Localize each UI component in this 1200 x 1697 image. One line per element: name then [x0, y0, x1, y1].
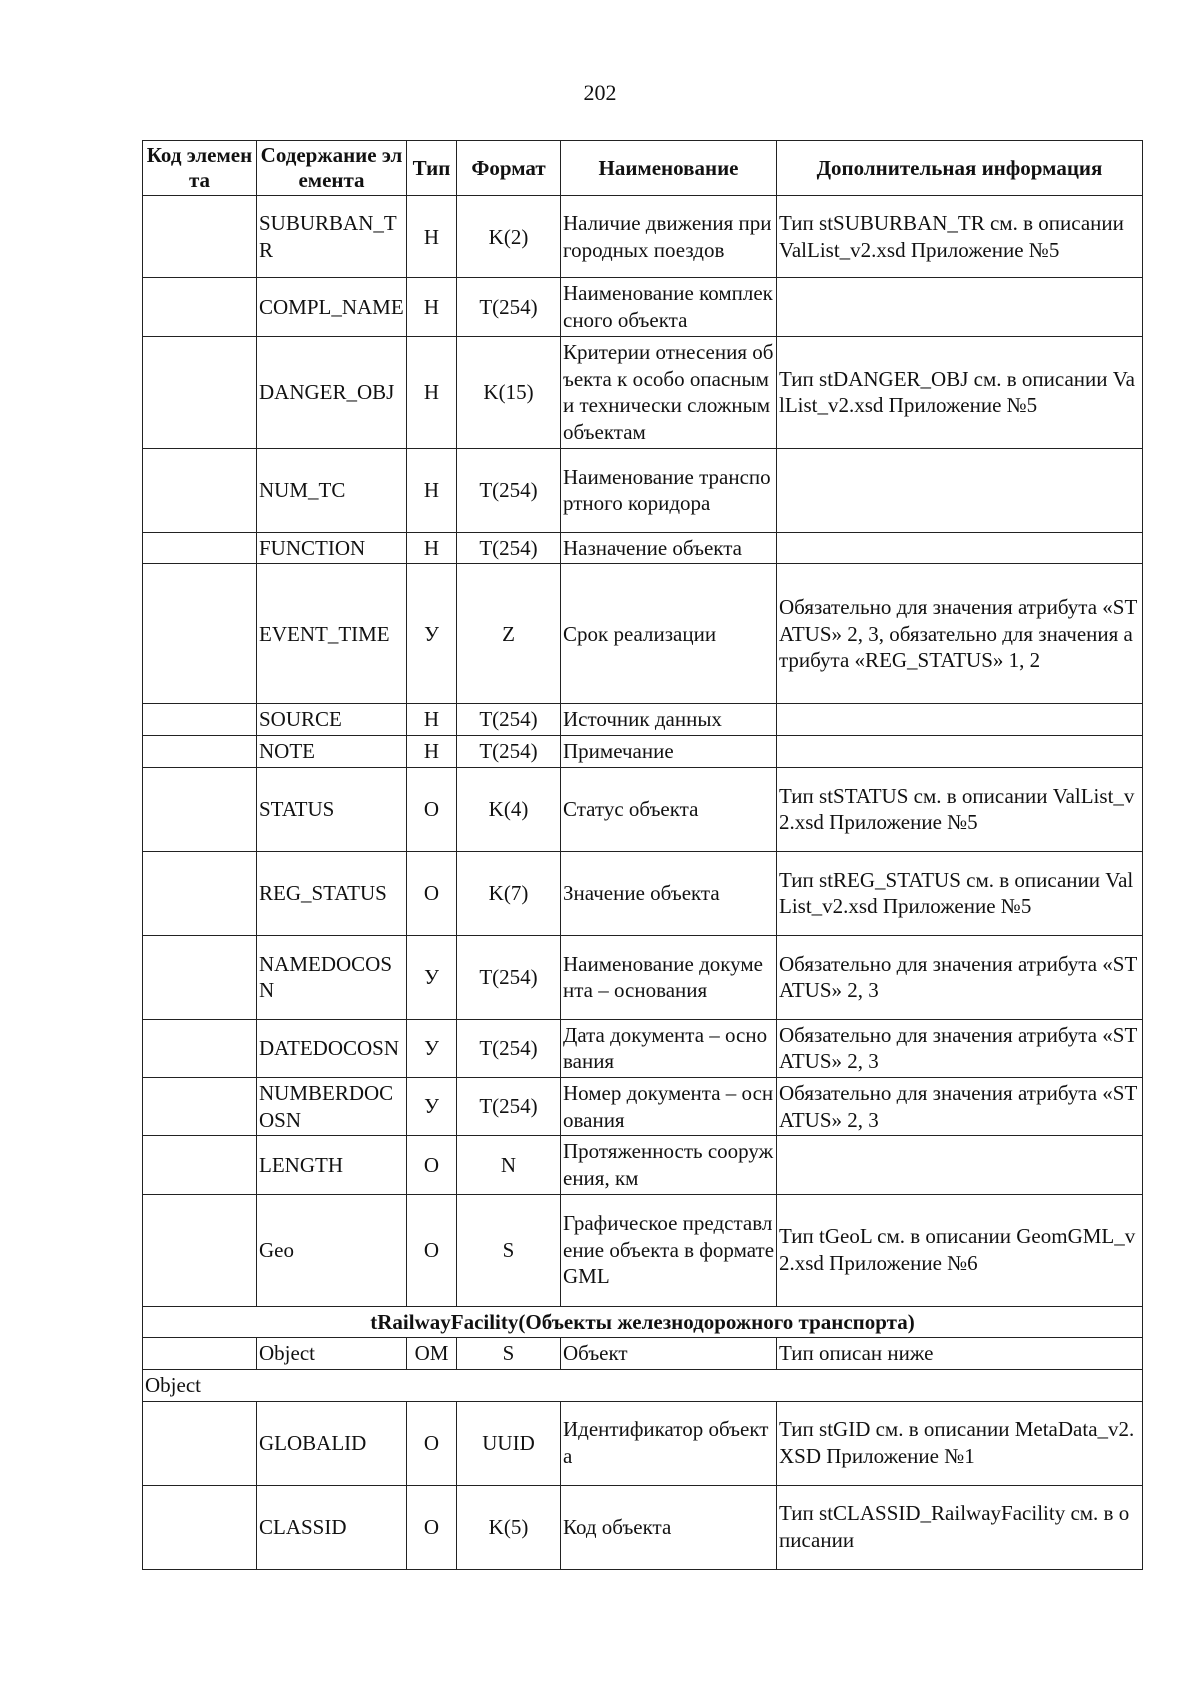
- cell-format: Z: [457, 564, 561, 704]
- table-row: [143, 196, 1143, 278]
- cell-code: [143, 1338, 257, 1370]
- cell-type: У: [407, 1077, 457, 1135]
- cell-type: О: [407, 1401, 457, 1485]
- element-spec-table: [142, 140, 1143, 1570]
- cell-element: EVENT_TIME: [257, 564, 407, 704]
- cell-name: Графическое представление объекта в формате GML: [561, 1194, 777, 1306]
- cell-format: S: [457, 1194, 561, 1306]
- table-header-row: [143, 141, 1143, 196]
- cell-type: О: [407, 1136, 457, 1194]
- cell-element: DATEDOCOSN: [257, 1019, 407, 1077]
- table-row: [143, 736, 1143, 768]
- cell-type: Н: [407, 278, 457, 336]
- cell-format: UUID: [457, 1401, 561, 1485]
- cell-element: SOURCE: [257, 704, 407, 736]
- cell-info: Тип tGeoL см. в описании GeomGML_v2.xsd Приложение №6: [777, 1194, 1143, 1306]
- cell-code: [143, 1194, 257, 1306]
- cell-name: Значение объекта: [561, 851, 777, 935]
- table-row: [143, 532, 1143, 564]
- cell-info: Тип описан ниже: [777, 1338, 1143, 1370]
- cell-name: Протяженность сооружения, км: [561, 1136, 777, 1194]
- cell-info: Тип stGID см. в описании MetaData_v2.XSD Приложение №1: [777, 1401, 1143, 1485]
- header-format: Формат: [457, 141, 561, 196]
- cell-info: Тип stSTATUS см. в описании ValList_v2.xsd Приложение №5: [777, 767, 1143, 851]
- cell-code: [143, 767, 257, 851]
- cell-code: [143, 1077, 257, 1135]
- cell-info: [777, 532, 1143, 564]
- cell-info: [777, 448, 1143, 532]
- cell-element: NUMBERDOCOSN: [257, 1077, 407, 1135]
- cell-code: [143, 196, 257, 278]
- cell-info: Тип stCLASSID_RailwayFacility см. в описании: [777, 1485, 1143, 1569]
- table-row: [143, 935, 1143, 1019]
- cell-name: Объект: [561, 1338, 777, 1370]
- cell-element: FUNCTION: [257, 532, 407, 564]
- cell-info: [777, 1136, 1143, 1194]
- cell-info: Обязательно для значения атрибута «STATUS» 2, 3: [777, 935, 1143, 1019]
- header-element: Содержание элемента: [257, 141, 407, 196]
- cell-type: Н: [407, 736, 457, 768]
- cell-format: T(254): [457, 532, 561, 564]
- cell-element: NUM_TC: [257, 448, 407, 532]
- cell-code: [143, 704, 257, 736]
- cell-type: У: [407, 564, 457, 704]
- cell-type: ОМ: [407, 1338, 457, 1370]
- page-number: 202: [583, 80, 617, 105]
- cell-code: [143, 1401, 257, 1485]
- cell-info: Обязательно для значения атрибута «STATUS» 2, 3: [777, 1019, 1143, 1077]
- cell-element: NAMEDOCOSN: [257, 935, 407, 1019]
- cell-type: Н: [407, 196, 457, 278]
- table-row: [143, 1019, 1143, 1077]
- cell-name: Наличие движения пригородных поездов: [561, 196, 777, 278]
- cell-element: COMPL_NAME: [257, 278, 407, 336]
- cell-name: Дата документа – основания: [561, 1019, 777, 1077]
- table-row: [143, 704, 1143, 736]
- cell-format: T(254): [457, 1019, 561, 1077]
- group-label-row: [143, 1369, 1143, 1401]
- cell-name: Критерии отнесения объекта к особо опасным и технически сложным объектам: [561, 336, 777, 448]
- cell-info: [777, 704, 1143, 736]
- cell-code: [143, 1485, 257, 1569]
- cell-name: Номер документа – основания: [561, 1077, 777, 1135]
- cell-format: T(254): [457, 448, 561, 532]
- cell-format: T(254): [457, 278, 561, 336]
- cell-element: SUBURBAN_TR: [257, 196, 407, 278]
- cell-code: [143, 532, 257, 564]
- cell-info: Обязательно для значения атрибута «STATUS» 2, 3: [777, 1077, 1143, 1135]
- cell-type: О: [407, 767, 457, 851]
- table-row: [143, 336, 1143, 448]
- cell-code: [143, 278, 257, 336]
- cell-code: [143, 1136, 257, 1194]
- cell-code: [143, 736, 257, 768]
- cell-format: T(254): [457, 935, 561, 1019]
- cell-element: Geo: [257, 1194, 407, 1306]
- cell-name: Примечание: [561, 736, 777, 768]
- cell-type: У: [407, 935, 457, 1019]
- cell-name: Наименование транспортного коридора: [561, 448, 777, 532]
- table-row: [143, 1401, 1143, 1485]
- cell-name: Наименование комплексного объекта: [561, 278, 777, 336]
- cell-type: Н: [407, 704, 457, 736]
- table-row: [143, 851, 1143, 935]
- cell-format: S: [457, 1338, 561, 1370]
- cell-format: N: [457, 1136, 561, 1194]
- section-title: tRailwayFacility(Объекты железнодорожного транспорта): [143, 1306, 1143, 1338]
- cell-type: Н: [407, 448, 457, 532]
- cell-type: О: [407, 1194, 457, 1306]
- cell-format: T(254): [457, 1077, 561, 1135]
- cell-element: NOTE: [257, 736, 407, 768]
- cell-format: K(4): [457, 767, 561, 851]
- cell-format: K(7): [457, 851, 561, 935]
- cell-name: Источник данных: [561, 704, 777, 736]
- table-row: [143, 278, 1143, 336]
- cell-code: [143, 448, 257, 532]
- cell-info: Обязательно для значения атрибута «STATUS» 2, 3, обязательно для значения атрибута «REG_STATUS» 1, 2: [777, 564, 1143, 704]
- cell-element: LENGTH: [257, 1136, 407, 1194]
- cell-info: Тип stSUBURBAN_TR см. в описании ValList_v2.xsd Приложение №5: [777, 196, 1143, 278]
- group-label: Object: [143, 1369, 1143, 1401]
- cell-element: STATUS: [257, 767, 407, 851]
- cell-name: Идентификатор объекта: [561, 1401, 777, 1485]
- cell-code: [143, 1019, 257, 1077]
- cell-type: У: [407, 1019, 457, 1077]
- cell-type: Н: [407, 532, 457, 564]
- header-info: Дополнительная информация: [777, 141, 1143, 196]
- cell-code: [143, 564, 257, 704]
- cell-info: [777, 278, 1143, 336]
- cell-info: [777, 736, 1143, 768]
- cell-type: О: [407, 851, 457, 935]
- cell-element: CLASSID: [257, 1485, 407, 1569]
- cell-element: REG_STATUS: [257, 851, 407, 935]
- cell-name: Назначение объекта: [561, 532, 777, 564]
- cell-element: Object: [257, 1338, 407, 1370]
- table-row: [143, 1485, 1143, 1569]
- cell-code: [143, 935, 257, 1019]
- cell-code: [143, 851, 257, 935]
- table-row: [143, 1077, 1143, 1135]
- cell-name: Срок реализации: [561, 564, 777, 704]
- header-name: Наименование: [561, 141, 777, 196]
- cell-element: DANGER_OBJ: [257, 336, 407, 448]
- header-type: Тип: [407, 141, 457, 196]
- cell-type: О: [407, 1485, 457, 1569]
- table-row: [143, 448, 1143, 532]
- header-code: Код элемента: [143, 141, 257, 196]
- section-title-row: [143, 1306, 1143, 1338]
- table-row: [143, 1136, 1143, 1194]
- cell-format: T(254): [457, 704, 561, 736]
- cell-info: Тип stREG_STATUS см. в описании ValList_v2.xsd Приложение №5: [777, 851, 1143, 935]
- cell-info: Тип stDANGER_OBJ см. в описании ValList_v2.xsd Приложение №5: [777, 336, 1143, 448]
- table-row: [143, 564, 1143, 704]
- table-row: [143, 1194, 1143, 1306]
- cell-format: K(2): [457, 196, 561, 278]
- cell-format: K(15): [457, 336, 561, 448]
- table-row: [143, 1338, 1143, 1370]
- cell-format: K(5): [457, 1485, 561, 1569]
- cell-format: T(254): [457, 736, 561, 768]
- cell-element: GLOBALID: [257, 1401, 407, 1485]
- cell-type: Н: [407, 336, 457, 448]
- cell-name: Код объекта: [561, 1485, 777, 1569]
- cell-code: [143, 336, 257, 448]
- cell-name: Наименование документа – основания: [561, 935, 777, 1019]
- cell-name: Статус объекта: [561, 767, 777, 851]
- table-row: [143, 767, 1143, 851]
